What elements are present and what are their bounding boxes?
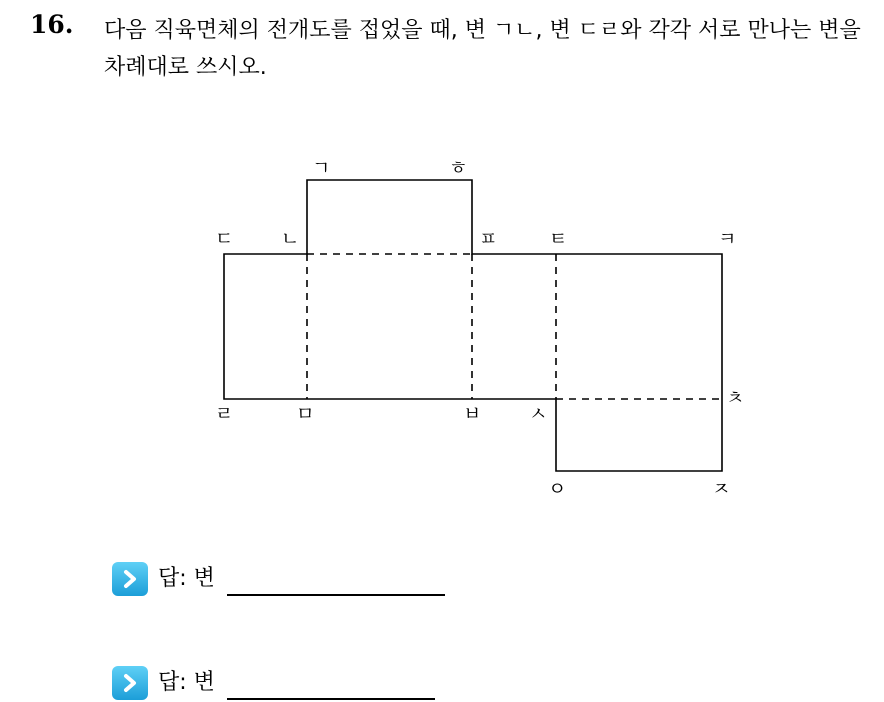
question-number: 16. <box>30 10 74 39</box>
vertex-label-nieun: ㄴ <box>281 228 300 250</box>
vertex-label-digeut: ㄷ <box>215 228 234 250</box>
vertex-label-ieung: ㅇ <box>548 478 567 500</box>
vertex-label-pieup: ㅍ <box>479 228 498 250</box>
vertex-label-tieut: ㅌ <box>549 228 568 250</box>
vertex-label-giyeok: ㄱ <box>312 157 331 179</box>
vertex-label-jieut: ㅈ <box>712 478 731 500</box>
vertex-label-rieul: ㄹ <box>215 403 234 425</box>
answer-label: 답: 변 <box>158 566 215 591</box>
answer-blank[interactable] <box>227 556 445 596</box>
vertex-label-hieut: ㅎ <box>449 157 468 179</box>
arrow-right-icon <box>112 666 148 700</box>
vertex-label-mieum: ㅁ <box>296 403 315 425</box>
answer-label: 답: 변 <box>158 670 215 695</box>
answer-blank[interactable] <box>227 660 435 700</box>
vertex-label-bieup: ㅂ <box>463 403 482 425</box>
question-text: 다음 직육면체의 전개도를 접었을 때, 변 ㄱㄴ, 변 ㄷㄹ와 각각 서로 만나는 변을 차례대로 쓰시오. <box>104 18 861 80</box>
answer-row <box>112 556 445 596</box>
arrow-right-icon <box>112 562 148 596</box>
vertex-label-kieuk: ㅋ <box>718 228 737 250</box>
answer-row <box>112 660 435 700</box>
net-outline <box>224 180 722 471</box>
vertex-label-siot: ㅅ <box>529 403 548 425</box>
vertex-label-chieut: ㅊ <box>726 387 745 409</box>
